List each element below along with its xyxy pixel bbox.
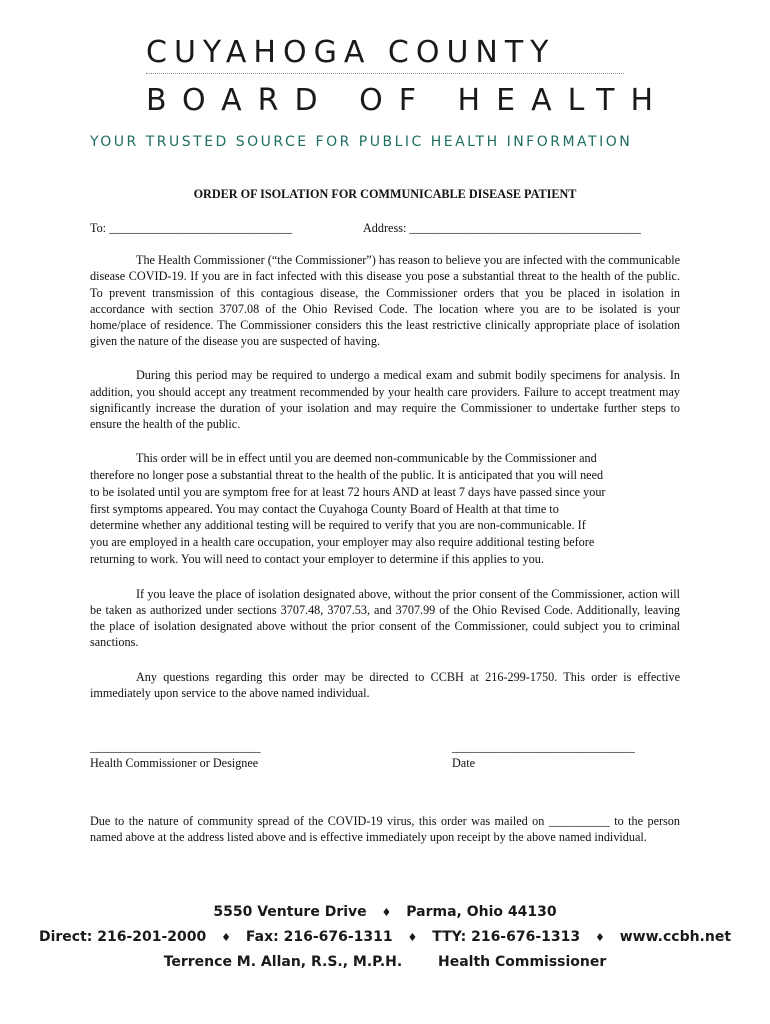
duration-line: first symptoms appeared. You may contact the Cuyahoga County Board of Health at that time to	[90, 501, 559, 516]
footer-website: www.ccbh.net	[619, 929, 732, 945]
paragraph-duration	[90, 450, 680, 568]
diamond-icon: ♦	[407, 931, 418, 944]
footer-street: 5550 Venture Drive	[213, 904, 367, 920]
signature-commissioner	[90, 739, 261, 771]
signature-date	[452, 739, 635, 771]
duration-line: determine whether any additional testing will be required to verify that you are non-communicable. If	[90, 518, 586, 533]
footer-fax: Fax: 216-676-1311	[245, 929, 393, 945]
footer-tty: TTY: 216-676-1313	[432, 929, 581, 945]
footer-commissioner-title: Health Commissioner	[437, 954, 607, 970]
footer	[0, 900, 770, 975]
diamond-icon: ♦	[221, 931, 232, 944]
date-label: Date	[452, 756, 476, 771]
duration-line: This order will be in effect until you are deemed non-communicable by the Commissioner and	[136, 451, 597, 466]
footer-contact-line	[0, 925, 770, 950]
recipient-fields	[90, 220, 680, 236]
document-title: ORDER OF ISOLATION FOR COMMUNICABLE DISEASE PATIENT	[193, 187, 577, 201]
footer-city: Parma, Ohio 44130	[406, 904, 557, 920]
address-field: Address: ______________________________________	[363, 221, 641, 236]
signature-label: Health Commissioner or Designee	[90, 756, 259, 771]
footer-commissioner-line	[0, 950, 770, 975]
letterhead	[90, 36, 690, 150]
footer-direct: Direct: 216-201-2000	[38, 929, 207, 945]
duration-line: to be isolated until you are symptom free for at least 72 hours AND at least 7 days have passed since your	[90, 484, 606, 499]
document-body	[90, 186, 680, 863]
duration-line: therefore no longer pose a substantial threat to the health of the public. It is anticipated that you will need	[90, 468, 604, 483]
duration-line: returning to work. You will need to contact your employer to determine if this applies to you.	[90, 552, 544, 567]
footer-commissioner-name: Terrence M. Allan, R.S., M.P.H.	[163, 954, 403, 970]
signature-line: ____________________________	[90, 740, 261, 755]
county-name: CUYAHOGA COUNTY	[146, 35, 556, 70]
paragraph-reason: The Health Commissioner (“the Commissioner”) has reason to believe you are infected with the communicable disease COVID-19. If you are in fact infected with this disease you pose a substantial threat to the health of the public. To prevent transmission of this contagious disease, the Commissioner orders that you be placed in isolation in accordance with section 3707.08 of the Ohio Revised Code. The location where you are to be isolated is your home/place of residence. The Commissioner considers this the least restrictive clinically appropriate place of isolation given the nature of the disease you are suspected of having.	[90, 253, 680, 349]
board-name: BOARD OF HEALTH	[146, 83, 670, 118]
diamond-icon: ♦	[595, 931, 605, 944]
tagline: YOUR TRUSTED SOURCE FOR PUBLIC HEALTH INFORMATION	[90, 134, 633, 150]
paragraph-exam: During this period may be required to undergo a medical exam and submit bodily specimens for analysis. In addition, you should accept any treatment recommended by your health care providers. Failure to accept treatment may significantly increase the duration of your isolation and may require the Commissioner to undertake further steps to ensure the health of the public.	[90, 368, 680, 432]
letterhead-divider	[146, 73, 624, 74]
paragraph-sanctions: If you leave the place of isolation designated above, without the prior consent of the Commissioner, action will be taken as authorized under sections 3707.48, 3707.53, and 3707.99 of the Ohio Revised Code. Additionally, leaving the place of isolation designated above without the prior consent of the Commissioner, could subject you to criminal sanctions.	[90, 586, 680, 650]
duration-line: you are employed in a health care occupation, your employer may also require additional testing before	[90, 535, 595, 550]
mailed-notice: Due to the nature of community spread of the COVID-19 virus, this order was mailed on __________ to the person named above at the address listed above and is effective immediately upon receipt by the above named individual.	[90, 814, 680, 845]
to-field: To: ______________________________	[90, 221, 292, 236]
signature-row	[90, 739, 680, 773]
diamond-icon: ♦	[381, 906, 392, 919]
footer-address-line	[0, 900, 770, 925]
paragraph-questions: Any questions regarding this order may be directed to CCBH at 216-299-1750. This order is effective immediately upon service to the above named individual.	[90, 669, 680, 700]
date-line: ______________________________	[452, 740, 635, 755]
